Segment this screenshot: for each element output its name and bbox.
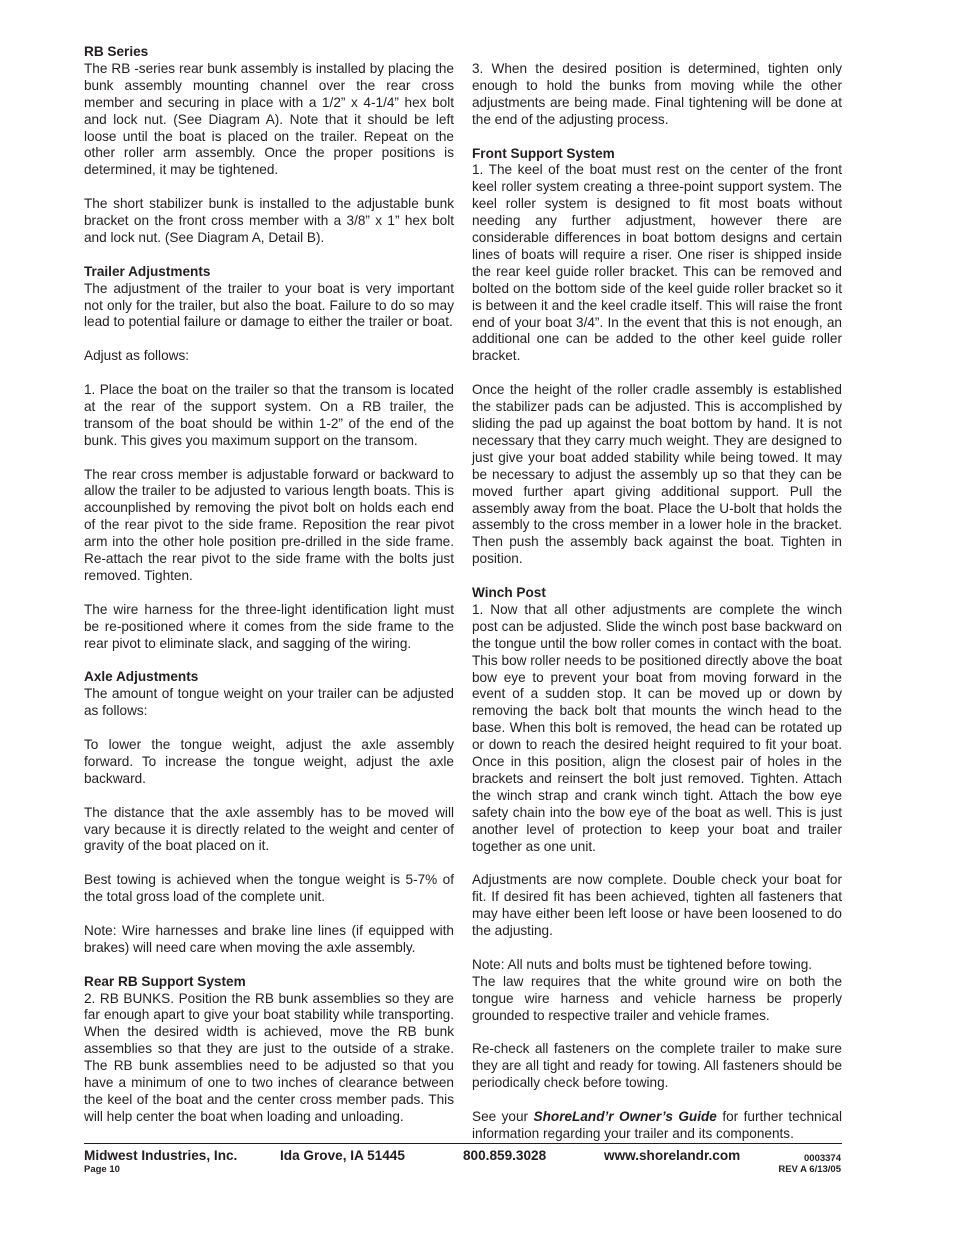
axle-adjustments-paragraph-4: Best towing is achieved when the tongue weight is 5-7% of the total gross load of the complete unit. — [84, 872, 454, 905]
axle-adjustments-paragraph-5: Note: Wire harnesses and brake line lines (if equipped with brakes) will need care when moving the axle assembly. — [84, 922, 454, 955]
left-column — [84, 44, 454, 1126]
winch-post-ground-wire-paragraph: The law requires that the white ground wire on both the tongue wire harness and vehicle harness be properly grounded to respective trailer and vehicle frames. — [472, 973, 842, 1023]
trailer-adjustments-paragraph-3: 1. Place the boat on the trailer so that the transom is located at the rear of the support system. On a RB trailer, the transom of the boat should be within 1-2” of the end of the bunk. This gives you maximum support on the transom. — [84, 382, 454, 448]
rear-rb-support-paragraph-1: 2. RB BUNKS. Position the RB bunk assemblies so they are far enough apart to give your boat stability while transporting. When the desired width is achieved, move the RB bunk assemblies so that they are just to the outside of a strake. The RB bunk assemblies need to be adjusted so that you have a minimum of one to two inches of clearance between the keel of the boat and the center cross member pads. This will help center the boat when loading and unloading. — [84, 990, 454, 1124]
rear-rb-support-heading: Rear RB Support System — [84, 973, 246, 989]
footer-phone: 800.859.3028 — [463, 1148, 547, 1163]
rb-series-heading: RB Series — [84, 44, 149, 59]
footer-location: Ida Grove, IA 51445 — [280, 1148, 405, 1163]
front-support-paragraph-1: 1. The keel of the boat must rest on the center of the front keel roller system creating a three-point support system. The keel roller system is designed to fit most boats without needing any further adjustment, however there are considerable differences in boat bottom designs and certain lines of boats will require a riser. One riser is shipped inside the rear keel guide roller bracket. This can be removed and bolted on the bottom side of the keel guide roller bracket so it is between it and the keel cradle itself. This will raise the front end of your boat 3/4”. In the event that this is not enough, an additional one can be added to the other keel guide roller bracket. — [472, 162, 842, 364]
right-column — [472, 61, 842, 1143]
owners-guide-text-after: for further technical information regarding your trailer and its components. — [472, 1109, 842, 1141]
axle-adjustments-heading: Axle Adjustments — [84, 669, 199, 685]
footer-revision: REV A 6/13/05 — [778, 1164, 841, 1175]
trailer-adjustments-heading: Trailer Adjustments — [84, 263, 211, 279]
rb-series-paragraph-2: The short stabilizer bunk is installed to the adjustable bunk bracket on the front cross member with a 3/8” x 1” hex bolt and lock nut. (See Diagram A, Detail B). — [84, 196, 454, 245]
winch-post-paragraph-1: 1. Now that all other adjustments are complete the winch post can be adjusted. Slide the winch post base backward on the tongue until the bow roller comes in contact with the boat. This bow roller needs to be positioned directly above the boat bow eye to prevent your boat from moving forward in the event of a sudden stop. It can be moved up or down by removing the back bolt that mounts the winch head to the base. When this bolt is removed, the head can be rotated up or down to reach the desired height required to fit your boat. Once in this position, align the closest pair of holes in the brackets and reinsert the bolt just removed. Tighten. Attach the winch strap and crank winch tight. Attach the bow eye safety chain into the bow eye of the boat as well. This is just another level of protection to keep your boat and trailer together as one unit. — [472, 601, 842, 854]
owners-guide-text-before: See your — [472, 1109, 534, 1125]
winch-post-heading: Winch Post — [472, 585, 546, 601]
trailer-adjustments-paragraph-4: The rear cross member is adjustable forward or backward to allow the trailer to be adjusted to various length boats. This is accounplished by removing the pivot bolt on holds each end of the rear pivot to the side frame. Reposition the rear pivot arm into the other hole position pre-drilled in the side frame. Re-attach the rear pivot to the side frame with the bolts just removed. Tighten. — [84, 466, 454, 584]
footer-divider — [84, 1143, 842, 1144]
owners-guide-reference — [472, 1109, 842, 1143]
trailer-adjustments-paragraph-1: The adjustment of the trailer to your boat is very important not only for the trailer, but also the boat. Failure to do so may lead to potential failure or damage to either the trailer or boat. — [84, 280, 454, 330]
footer-company: Midwest Industries, Inc. — [84, 1148, 238, 1163]
front-support-heading: Front Support System — [472, 145, 615, 161]
winch-post-paragraph-2: Adjustments are now complete. Double check your boat for fit. If desired fit has been achieved, tighten all fasteners that may have either been left loose or have been loosened to do the adjusting. — [472, 872, 842, 939]
owners-guide-title: ShoreLand’r Owner’s Guide — [533, 1109, 717, 1125]
axle-adjustments-paragraph-1: The amount of tongue weight on your trailer can be adjusted as follows: — [84, 686, 454, 719]
footer-website: www.shorelandr.com — [604, 1148, 741, 1163]
footer-doc-number: 0003374 — [804, 1153, 841, 1164]
bunk-tightening-paragraph: 3. When the desired position is determined, tighten only enough to hold the bunks from moving while the other adjustments are being made. Final tightening will be done at the end of the adjusting process. — [472, 61, 842, 127]
trailer-adjustments-paragraph-5: The wire harness for the three-light identification light must be re-positioned where it comes from the side frame to the rear pivot to eliminate slack, and sagging of the wiring. — [84, 601, 454, 651]
winch-post-note: Note: All nuts and bolts must be tightened before towing. — [472, 956, 813, 972]
front-support-paragraph-2: Once the height of the roller cradle assembly is established the stabilizer pads can be adjusted. This is accomplished by sliding the pad up against the boat bottom by hand. It is not necessary that they carry much weight. They are designed to just give your boat added stability while being towed. It may be necessary to adjust the assembly up so that they can be moved further apart giving additional support. Pull the assembly away from the boat. Place the U-bolt that holds the assembly to the cross member in a lower hole in the bracket. Then push the assembly back against the boat. Tighten in position. — [472, 382, 842, 567]
rb-series-paragraph-1: The RB -series rear bunk assembly is installed by placing the bunk assembly mounting channel over the rear cross member and securing in place with a 1/2” x 4-1/4” hex bolt and lock nut. (See Diagram A). Note that it should be left loose until the boat is placed on the trailer. Repeat on the other roller arm assembly. Once the proper positions is determined, it may be tightened. — [84, 60, 454, 178]
axle-adjustments-paragraph-2: To lower the tongue weight, adjust the axle assembly forward. To increase the tongue weight, adjust the axle backward. — [84, 737, 454, 786]
footer-page-number: Page 10 — [84, 1164, 120, 1175]
winch-post-recheck-paragraph: Re-check all fasteners on the complete trailer to make sure they are all tight and ready for towing. All fasteners should be periodically check before towing. — [472, 1041, 842, 1091]
axle-adjustments-paragraph-3: The distance that the axle assembly has to be moved will vary because it is directly related to the weight and center of gravity of the boat placed on it. — [84, 804, 454, 854]
trailer-adjustments-paragraph-2: Adjust as follows: — [84, 348, 190, 364]
